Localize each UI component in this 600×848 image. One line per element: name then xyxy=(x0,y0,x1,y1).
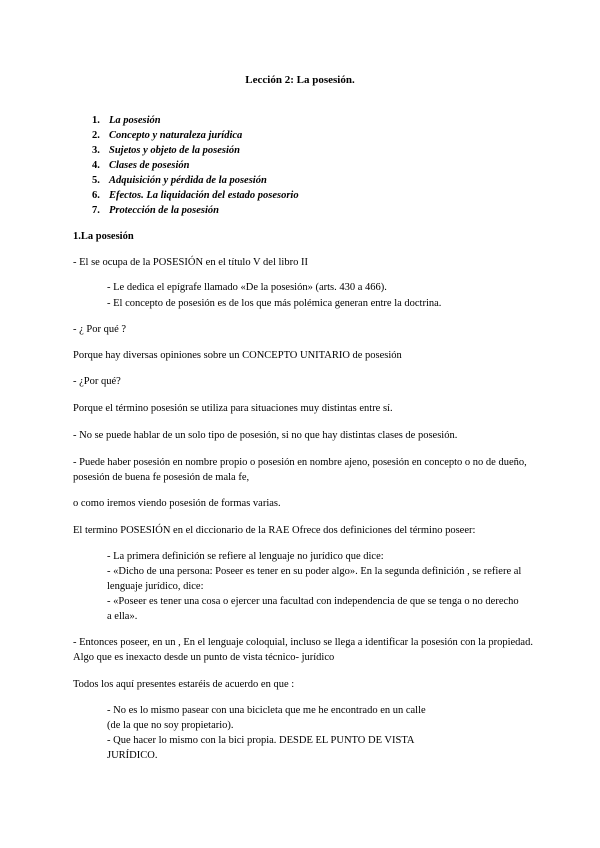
toc-item xyxy=(92,203,299,218)
toc-item xyxy=(92,128,299,143)
page-title: Lección 2: La posesión. xyxy=(245,74,355,86)
toc-item xyxy=(92,173,299,188)
toc-item-label: Sujetos y objeto de la posesión xyxy=(109,145,240,156)
toc-item-label: Protección de la posesión xyxy=(109,205,219,216)
toc-item-number: 3. xyxy=(92,145,100,156)
paragraph: El termino POSESIÓN en el diccionario de la RAE Ofrece dos definiciones del término poseer: xyxy=(73,525,476,536)
bullet-item: - Le dedica el epígrafe llamado «De la posesión» (arts. 430 a 466). xyxy=(107,282,387,293)
paragraph: o como iremos viendo posesión de formas varias. xyxy=(73,498,281,509)
toc-item xyxy=(92,158,299,173)
toc-item-number: 7. xyxy=(92,205,100,216)
bullet-item: - La primera definición se refiere al lenguaje no jurídico que dice: xyxy=(107,551,384,562)
paragraph: - ¿ Por qué ? xyxy=(73,324,127,335)
toc-item-label: Clases de posesión xyxy=(109,160,190,171)
paragraph: Porque hay diversas opiniones sobre un CONCEPTO UNITARIO de posesión xyxy=(73,350,402,361)
toc-item-number: 6. xyxy=(92,190,100,201)
bullet-item: - El concepto de posesión es de los que más polémica generan entre la doctrina. xyxy=(107,298,442,309)
toc-item-label: Efectos. La liquidación del estado posesorio xyxy=(109,190,299,201)
paragraph: Porque el término posesión se utiliza para situaciones muy distintas entre sí. xyxy=(73,403,393,414)
bullet-item: - «Poseer es tener una cosa o ejercer una facultad con independencia de que se tenga o no derecho a ella». xyxy=(107,596,519,622)
paragraph: Todos los aquí presentes estaréis de acuerdo en que : xyxy=(73,679,295,690)
toc-item-number: 4. xyxy=(92,160,100,171)
paragraph: - No se puede hablar de un solo tipo de posesión, si no que hay distintas clases de posesión. xyxy=(73,430,458,441)
paragraph: - Puede haber posesión en nombre propio o posesión en nombre ajeno, posesión en concepto o no de dueño, posesión de buena fe posesión de mala fe, xyxy=(73,457,527,483)
toc-item-label: Adquisición y pérdida de la posesión xyxy=(109,175,267,186)
bullet-item: - Que hacer lo mismo con la bici propia. DESDE EL PUNTO DE VISTA JURÍDICO. xyxy=(107,735,414,761)
section-heading: 1.La posesión xyxy=(73,231,134,242)
toc-item xyxy=(92,188,299,203)
toc-item-number: 1. xyxy=(92,115,100,126)
paragraph: - El se ocupa de la POSESIÓN en el título V del libro II xyxy=(73,257,308,268)
toc-item-label: La posesión xyxy=(109,115,161,126)
bullet-item: - No es lo mismo pasear con una bicicleta que me he encontrado en un calle (de la que no soy propietario). xyxy=(107,705,426,731)
paragraph: - Entonces poseer, en un , En el lenguaje coloquial, incluso se llega a identificar la posesión con la propiedad. Algo que es inexacto desde un punto de vista técnico- jurídico xyxy=(73,637,533,663)
toc-item-number: 5. xyxy=(92,175,100,186)
paragraph: - ¿Por qué? xyxy=(73,376,121,387)
toc-item xyxy=(92,143,299,158)
toc-item xyxy=(92,113,299,128)
bullet-item: - «Dicho de una persona: Poseer es tener en su poder algo». En la segunda definición , se refiere al lenguaje jurídico, dice: xyxy=(107,566,522,592)
toc-item-label: Concepto y naturaleza jurídica xyxy=(109,130,243,141)
toc-item-number: 2. xyxy=(92,130,100,141)
table-of-contents xyxy=(92,113,299,218)
